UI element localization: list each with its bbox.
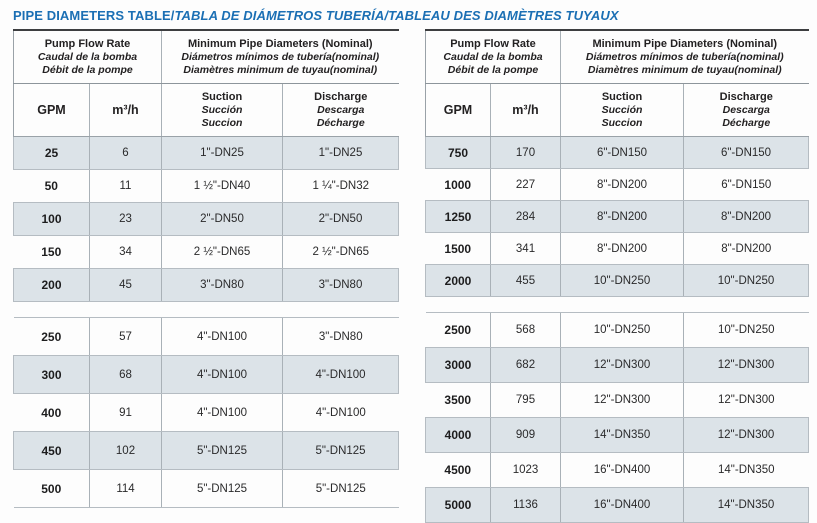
- cell-m3h: 1023: [491, 453, 561, 488]
- cell-m3h: 795: [491, 383, 561, 418]
- table-header-row-columns: [14, 84, 399, 137]
- cell-gpm: 1250: [426, 201, 491, 233]
- cell-discharge: 10"-DN250: [684, 313, 809, 348]
- cell-m3h: 68: [90, 356, 162, 394]
- table-header-row-columns: [426, 84, 809, 137]
- cell-suction: 10"-DN250: [561, 313, 684, 348]
- cell-gpm: 750: [426, 137, 491, 169]
- cell-suction: 12"-DN300: [561, 348, 684, 383]
- flow-rate-header-fr: Débit de la pompe: [447, 63, 539, 76]
- cell-gpm: 1500: [426, 233, 491, 265]
- flow-rate-header: [426, 30, 561, 84]
- flow-rate-header-es: Caudal de la bomba: [37, 50, 138, 63]
- min-diameters-header: [162, 30, 399, 84]
- cell-discharge: 6"-DN150: [684, 137, 809, 169]
- table-row: [14, 170, 399, 203]
- cell-suction: 14"-DN350: [561, 418, 684, 453]
- cell-discharge: 8"-DN200: [684, 201, 809, 233]
- cell-discharge: 6"-DN150: [684, 169, 809, 201]
- cell-gpm: 4000: [426, 418, 491, 453]
- cell-gpm: 450: [14, 432, 90, 470]
- cell-m3h: 34: [90, 236, 162, 269]
- cell-m3h: 102: [90, 432, 162, 470]
- flow-rate-header: [14, 30, 162, 84]
- cell-suction: 1"-DN25: [162, 137, 283, 170]
- cell-suction: 4"-DN100: [162, 394, 283, 432]
- cell-m3h: 341: [491, 233, 561, 265]
- m3h-column-header: [491, 84, 561, 137]
- cell-gpm: 2000: [426, 265, 491, 297]
- cell-gpm: 5000: [426, 488, 491, 523]
- cell-suction: 5"-DN125: [162, 470, 283, 508]
- cell-discharge: 10"-DN250: [684, 265, 809, 297]
- cell-m3h: 227: [491, 169, 561, 201]
- suction-header-es: Succión: [201, 103, 243, 116]
- discharge-column-header: [684, 84, 809, 137]
- pipe-diameters-table: [425, 29, 809, 523]
- table-row: [426, 488, 809, 523]
- cell-discharge: 5"-DN125: [283, 432, 399, 470]
- suction-column-header: [162, 84, 283, 137]
- pipe-table-high-flow: [425, 29, 808, 523]
- discharge-header-es: Descarga: [722, 103, 770, 116]
- table-row: [426, 453, 809, 488]
- cell-m3h: 568: [491, 313, 561, 348]
- page-title: [13, 8, 817, 23]
- cell-gpm: 500: [14, 470, 90, 508]
- group-gap: [14, 302, 399, 318]
- table-row: [14, 269, 399, 302]
- pipe-table-low-flow: [13, 29, 398, 508]
- cell-discharge: 12"-DN300: [684, 348, 809, 383]
- cell-m3h: 45: [90, 269, 162, 302]
- cell-suction: 8"-DN200: [561, 233, 684, 265]
- suction-column-header: [561, 84, 684, 137]
- gpm-label: GPM: [443, 103, 473, 117]
- suction-header-fr: Succion: [201, 116, 243, 129]
- flow-rate-header-en: Pump Flow Rate: [44, 37, 131, 50]
- page-title-translations: TABLA DE DIÁMETROS TUBERÍA/TABLEAU DES DIAMÈTRES TUYAUX: [174, 8, 619, 23]
- discharge-header-es: Descarga: [317, 103, 365, 116]
- cell-suction: 8"-DN200: [561, 169, 684, 201]
- cell-m3h: 170: [491, 137, 561, 169]
- cell-discharge: 2 ½"-DN65: [283, 236, 399, 269]
- min-diameters-header-en: Minimum Pipe Diameters (Nominal): [187, 37, 373, 50]
- cell-m3h: 57: [90, 318, 162, 356]
- cell-m3h: 682: [491, 348, 561, 383]
- cell-suction: 4"-DN100: [162, 356, 283, 394]
- pipe-diameters-table: [13, 29, 399, 508]
- suction-header-en: Suction: [601, 90, 643, 103]
- cell-discharge: 14"-DN350: [684, 453, 809, 488]
- cell-suction: 16"-DN400: [561, 453, 684, 488]
- cell-m3h: 455: [491, 265, 561, 297]
- cell-discharge: 12"-DN300: [684, 418, 809, 453]
- cell-m3h: 11: [90, 170, 162, 203]
- cell-discharge: 5"-DN125: [283, 470, 399, 508]
- cell-m3h: 284: [491, 201, 561, 233]
- suction-header-en: Suction: [201, 90, 243, 103]
- discharge-header-en: Discharge: [314, 90, 368, 103]
- table-row: [426, 265, 809, 297]
- cell-discharge: 4"-DN100: [283, 394, 399, 432]
- cell-suction: 3"-DN80: [162, 269, 283, 302]
- cell-gpm: 4500: [426, 453, 491, 488]
- cell-discharge: 4"-DN100: [283, 356, 399, 394]
- table-row: [14, 432, 399, 470]
- cell-discharge: 1 ¼"-DN32: [283, 170, 399, 203]
- page-title-en: PIPE DIAMETERS TABLE/: [13, 8, 175, 23]
- cell-m3h: 91: [90, 394, 162, 432]
- cell-suction: 5"-DN125: [162, 432, 283, 470]
- cell-suction: 6"-DN150: [561, 137, 684, 169]
- min-diameters-header: [561, 30, 809, 84]
- m3h-label: m³/h: [512, 103, 539, 117]
- cell-m3h: 1136: [491, 488, 561, 523]
- cell-discharge: 14"-DN350: [684, 488, 809, 523]
- cell-gpm: 100: [14, 203, 90, 236]
- cell-m3h: 909: [491, 418, 561, 453]
- table-row: [426, 418, 809, 453]
- discharge-header-en: Discharge: [719, 90, 773, 103]
- min-diameters-header-fr: Diamètres minimum de tuyau(nominal): [183, 63, 378, 76]
- table-row: [14, 236, 399, 269]
- cell-discharge: 3"-DN80: [283, 318, 399, 356]
- m3h-column-header: [90, 84, 162, 137]
- cell-discharge: 3"-DN80: [283, 269, 399, 302]
- cell-suction: 4"-DN100: [162, 318, 283, 356]
- cell-gpm: 25: [14, 137, 90, 170]
- table-row: [14, 470, 399, 508]
- cell-gpm: 150: [14, 236, 90, 269]
- suction-header-fr: Succion: [601, 116, 643, 129]
- min-diameters-header-es: Diámetros mínimos de tubería(nominal): [585, 50, 784, 63]
- min-diameters-header-es: Diámetros mínimos de tubería(nominal): [181, 50, 380, 63]
- cell-discharge: 1"-DN25: [283, 137, 399, 170]
- cell-m3h: 23: [90, 203, 162, 236]
- cell-gpm: 1000: [426, 169, 491, 201]
- flow-rate-header-fr: Débit de la pompe: [42, 63, 133, 76]
- cell-gpm: 250: [14, 318, 90, 356]
- cell-suction: 16"-DN400: [561, 488, 684, 523]
- cell-m3h: 114: [90, 470, 162, 508]
- table-row: [426, 348, 809, 383]
- table-row: [14, 356, 399, 394]
- flow-rate-header-es: Caudal de la bomba: [443, 50, 543, 63]
- min-diameters-header-en: Minimum Pipe Diameters (Nominal): [592, 37, 778, 50]
- tables-container: [0, 29, 817, 523]
- document-page: [0, 8, 817, 512]
- cell-suction: 10"-DN250: [561, 265, 684, 297]
- cell-suction: 2"-DN50: [162, 203, 283, 236]
- cell-m3h: 6: [90, 137, 162, 170]
- table-row: [426, 233, 809, 265]
- cell-gpm: 300: [14, 356, 90, 394]
- table-header-row-sections: [14, 30, 399, 84]
- discharge-header-fr: Décharge: [316, 116, 365, 129]
- cell-discharge: 8"-DN200: [684, 233, 809, 265]
- table-row: [14, 394, 399, 432]
- min-diameters-header-fr: Diamètres minimum de tuyau(nominal): [587, 63, 782, 76]
- cell-suction: 12"-DN300: [561, 383, 684, 418]
- gpm-column-header: [14, 84, 90, 137]
- table-row: [426, 137, 809, 169]
- gpm-label: GPM: [37, 103, 66, 117]
- cell-gpm: 50: [14, 170, 90, 203]
- table-row: [426, 201, 809, 233]
- flow-rate-header-en: Pump Flow Rate: [450, 37, 536, 50]
- cell-discharge: 2"-DN50: [283, 203, 399, 236]
- discharge-column-header: [283, 84, 399, 137]
- table-row: [14, 203, 399, 236]
- suction-header-es: Succión: [601, 103, 643, 116]
- discharge-header-fr: Décharge: [722, 116, 771, 129]
- cell-gpm: 400: [14, 394, 90, 432]
- cell-gpm: 2500: [426, 313, 491, 348]
- cell-discharge: 12"-DN300: [684, 383, 809, 418]
- cell-suction: 8"-DN200: [561, 201, 684, 233]
- gpm-column-header: [426, 84, 491, 137]
- cell-gpm: 3000: [426, 348, 491, 383]
- group-gap: [426, 297, 809, 313]
- table-row: [14, 318, 399, 356]
- table-row: [426, 383, 809, 418]
- cell-suction: 2 ½"-DN65: [162, 236, 283, 269]
- cell-gpm: 200: [14, 269, 90, 302]
- table-header-row-sections: [426, 30, 809, 84]
- table-row: [14, 137, 399, 170]
- m3h-label: m³/h: [112, 103, 139, 117]
- cell-gpm: 3500: [426, 383, 491, 418]
- table-row: [426, 169, 809, 201]
- table-row: [426, 313, 809, 348]
- cell-suction: 1 ½"-DN40: [162, 170, 283, 203]
